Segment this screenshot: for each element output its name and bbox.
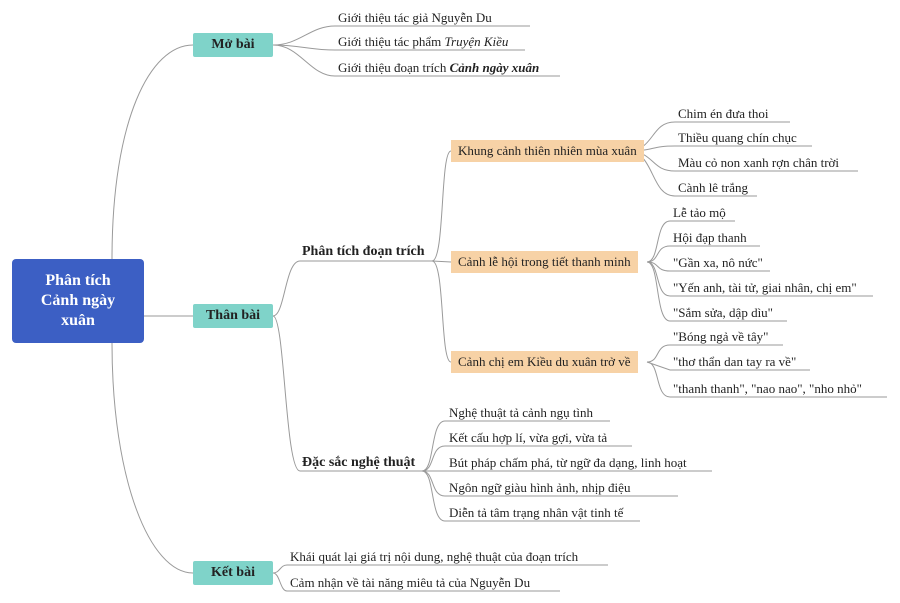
leaf-item: Ngôn ngữ giàu hình ảnh, nhịp điệu (449, 480, 631, 495)
leaf-item: "Gần xa, nô nức" (673, 255, 763, 270)
leaf-item: Diễn tả tâm trạng nhân vật tinh tế (449, 505, 624, 520)
leaf-item: Lễ tảo mộ (673, 205, 726, 220)
leaf-item: Thiều quang chín chục (678, 130, 797, 145)
leaf-item: "Bóng ngả về tây" (673, 329, 769, 344)
mo-bai-item-3-text: Giới thiệu đoạn trích (338, 60, 450, 75)
mo-bai-item-2 (338, 34, 508, 50)
leaf-item: "thơ thẩn dan tay ra về" (673, 354, 797, 369)
section-ket-bai: Kết bài (193, 561, 273, 585)
subsection-nghe-thuat: Đặc sắc nghệ thuật (302, 455, 416, 470)
leaf-item: "Yến anh, tài tử, giai nhân, chị em" (673, 280, 857, 295)
category-thien-nhien: Khung cảnh thiên nhiên mùa xuân (451, 140, 644, 162)
leaf-item: "thanh thanh", "nao nao", "nho nhỏ" (673, 381, 862, 396)
leaf-item: Hội đạp thanh (673, 230, 747, 245)
mo-bai-item-3 (338, 60, 539, 76)
root-line-3: xuân (61, 312, 95, 329)
root-line-2: Cảnh ngày (40, 292, 116, 309)
ket-bai-item-1: Khái quát lại giá trị nội dung, nghệ thuật của đoạn trích (290, 549, 579, 564)
category-le-hoi: Cảnh lễ hội trong tiết thanh minh (451, 251, 638, 273)
excerpt-title: Cảnh ngày xuân (449, 60, 540, 75)
section-than-bai: Thân bài (193, 304, 273, 328)
leaf-item: Kết cấu hợp lí, vừa gợi, vừa tả (449, 430, 608, 445)
ket-bai-item-2: Cảm nhận về tài năng miêu tả của Nguyễn Du (290, 575, 531, 590)
leaf-item: "Sắm sửa, dập dìu" (673, 305, 773, 320)
subsection-phan-tich: Phân tích đoạn trích (302, 244, 425, 259)
leaf-item: Chim én đưa thoi (678, 106, 769, 121)
mo-bai-item-2-text: Giới thiệu tác phẩm (338, 34, 445, 49)
root-topic (12, 259, 144, 343)
mo-bai-item-1: Giới thiệu tác giả Nguyễn Du (338, 10, 492, 25)
leaf-item: Bút pháp chấm phá, từ ngữ đa dạng, linh hoạt (449, 455, 687, 470)
root-line-1: Phân tích (45, 272, 111, 289)
work-title: Truyện Kiều (444, 34, 509, 49)
leaf-item: Cành lê trắng (678, 180, 749, 195)
section-mo-bai: Mở bài (193, 33, 273, 57)
leaf-item: Màu cỏ non xanh rợn chân trời (678, 155, 840, 170)
leaf-item: Nghệ thuật tả cảnh ngụ tình (449, 405, 594, 420)
category-tro-ve: Cảnh chị em Kiều du xuân trở về (451, 351, 638, 373)
